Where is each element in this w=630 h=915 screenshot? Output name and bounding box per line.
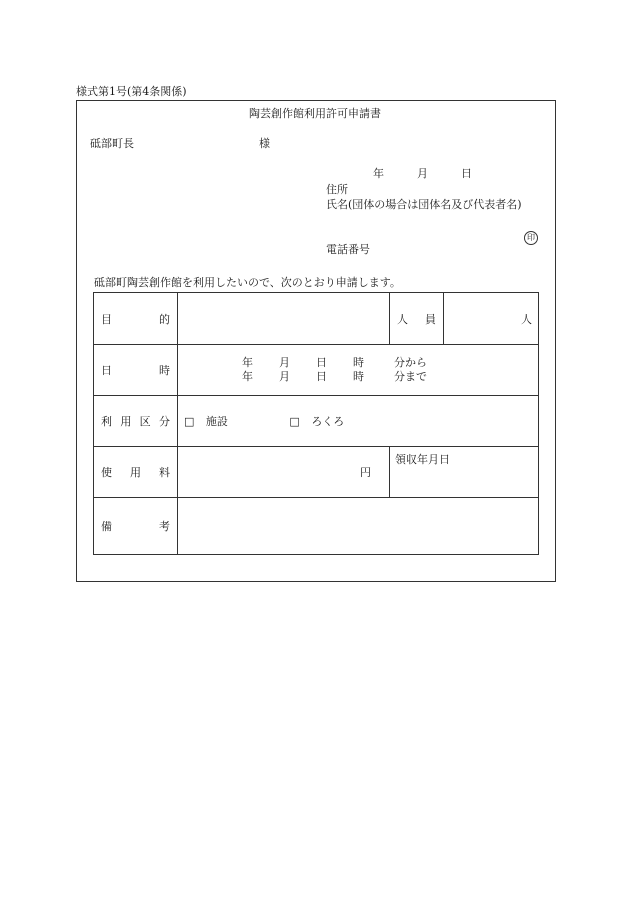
usage-type-label: 利 用 区 分 [94, 396, 178, 447]
table-row-remarks [94, 498, 539, 555]
name-label: 氏名(団体の場合は団体名及び代表者名) [326, 198, 522, 211]
datetime-field[interactable] [178, 345, 539, 396]
headcount-label: 人 員 [390, 293, 444, 345]
option-facility-label: 施設 [205, 415, 228, 428]
fee-label: 使 用 料 [94, 447, 178, 498]
form-id: 様式第1号(第4条関係) [76, 85, 187, 98]
headcount-unit: 人 [521, 312, 532, 326]
fee-unit: 円 [360, 466, 371, 479]
usage-type-field [178, 396, 539, 447]
table-row-purpose [94, 293, 539, 345]
checkbox-wheel[interactable] [289, 415, 344, 428]
application-date[interactable] [373, 168, 472, 179]
date-month-label: 月 [417, 167, 428, 180]
addressee: 砥部町長 [90, 137, 134, 150]
option-wheel-label: ろくろ [311, 415, 345, 428]
date-day-label: 日 [461, 167, 472, 180]
datetime-to: 年 月 日 時 分まで [242, 370, 427, 383]
receipt-date-field[interactable] [390, 447, 539, 498]
address-label: 住所 [326, 183, 348, 196]
headcount-field[interactable] [444, 293, 539, 345]
request-statement: 砥部町陶芸創作館を利用したいので、次のとおり申請します。 [94, 276, 401, 289]
datetime-from: 年 月 日 時 分から [242, 356, 427, 369]
purpose-label: 目 的 [94, 293, 178, 345]
remarks-field[interactable] [178, 498, 539, 555]
checkbox-facility[interactable] [184, 415, 231, 428]
date-year-label: 年 [373, 167, 384, 180]
datetime-label: 日 時 [94, 345, 178, 396]
purpose-field[interactable] [178, 293, 390, 345]
table-row-fee [94, 447, 539, 498]
checkbox-icon: □ [184, 415, 195, 428]
application-table [93, 292, 539, 555]
table-row-usage-type [94, 396, 539, 447]
fee-field[interactable] [178, 447, 390, 498]
seal-mark: 印 [524, 231, 538, 245]
table-row-datetime [94, 345, 539, 396]
honorific: 様 [259, 137, 270, 150]
checkbox-icon: □ [289, 415, 300, 428]
receipt-date-label: 領収年月日 [395, 453, 450, 466]
phone-label: 電話番号 [326, 243, 370, 256]
form-title: 陶芸創作館利用許可申請書 [249, 107, 381, 120]
remarks-label: 備 考 [94, 498, 178, 555]
